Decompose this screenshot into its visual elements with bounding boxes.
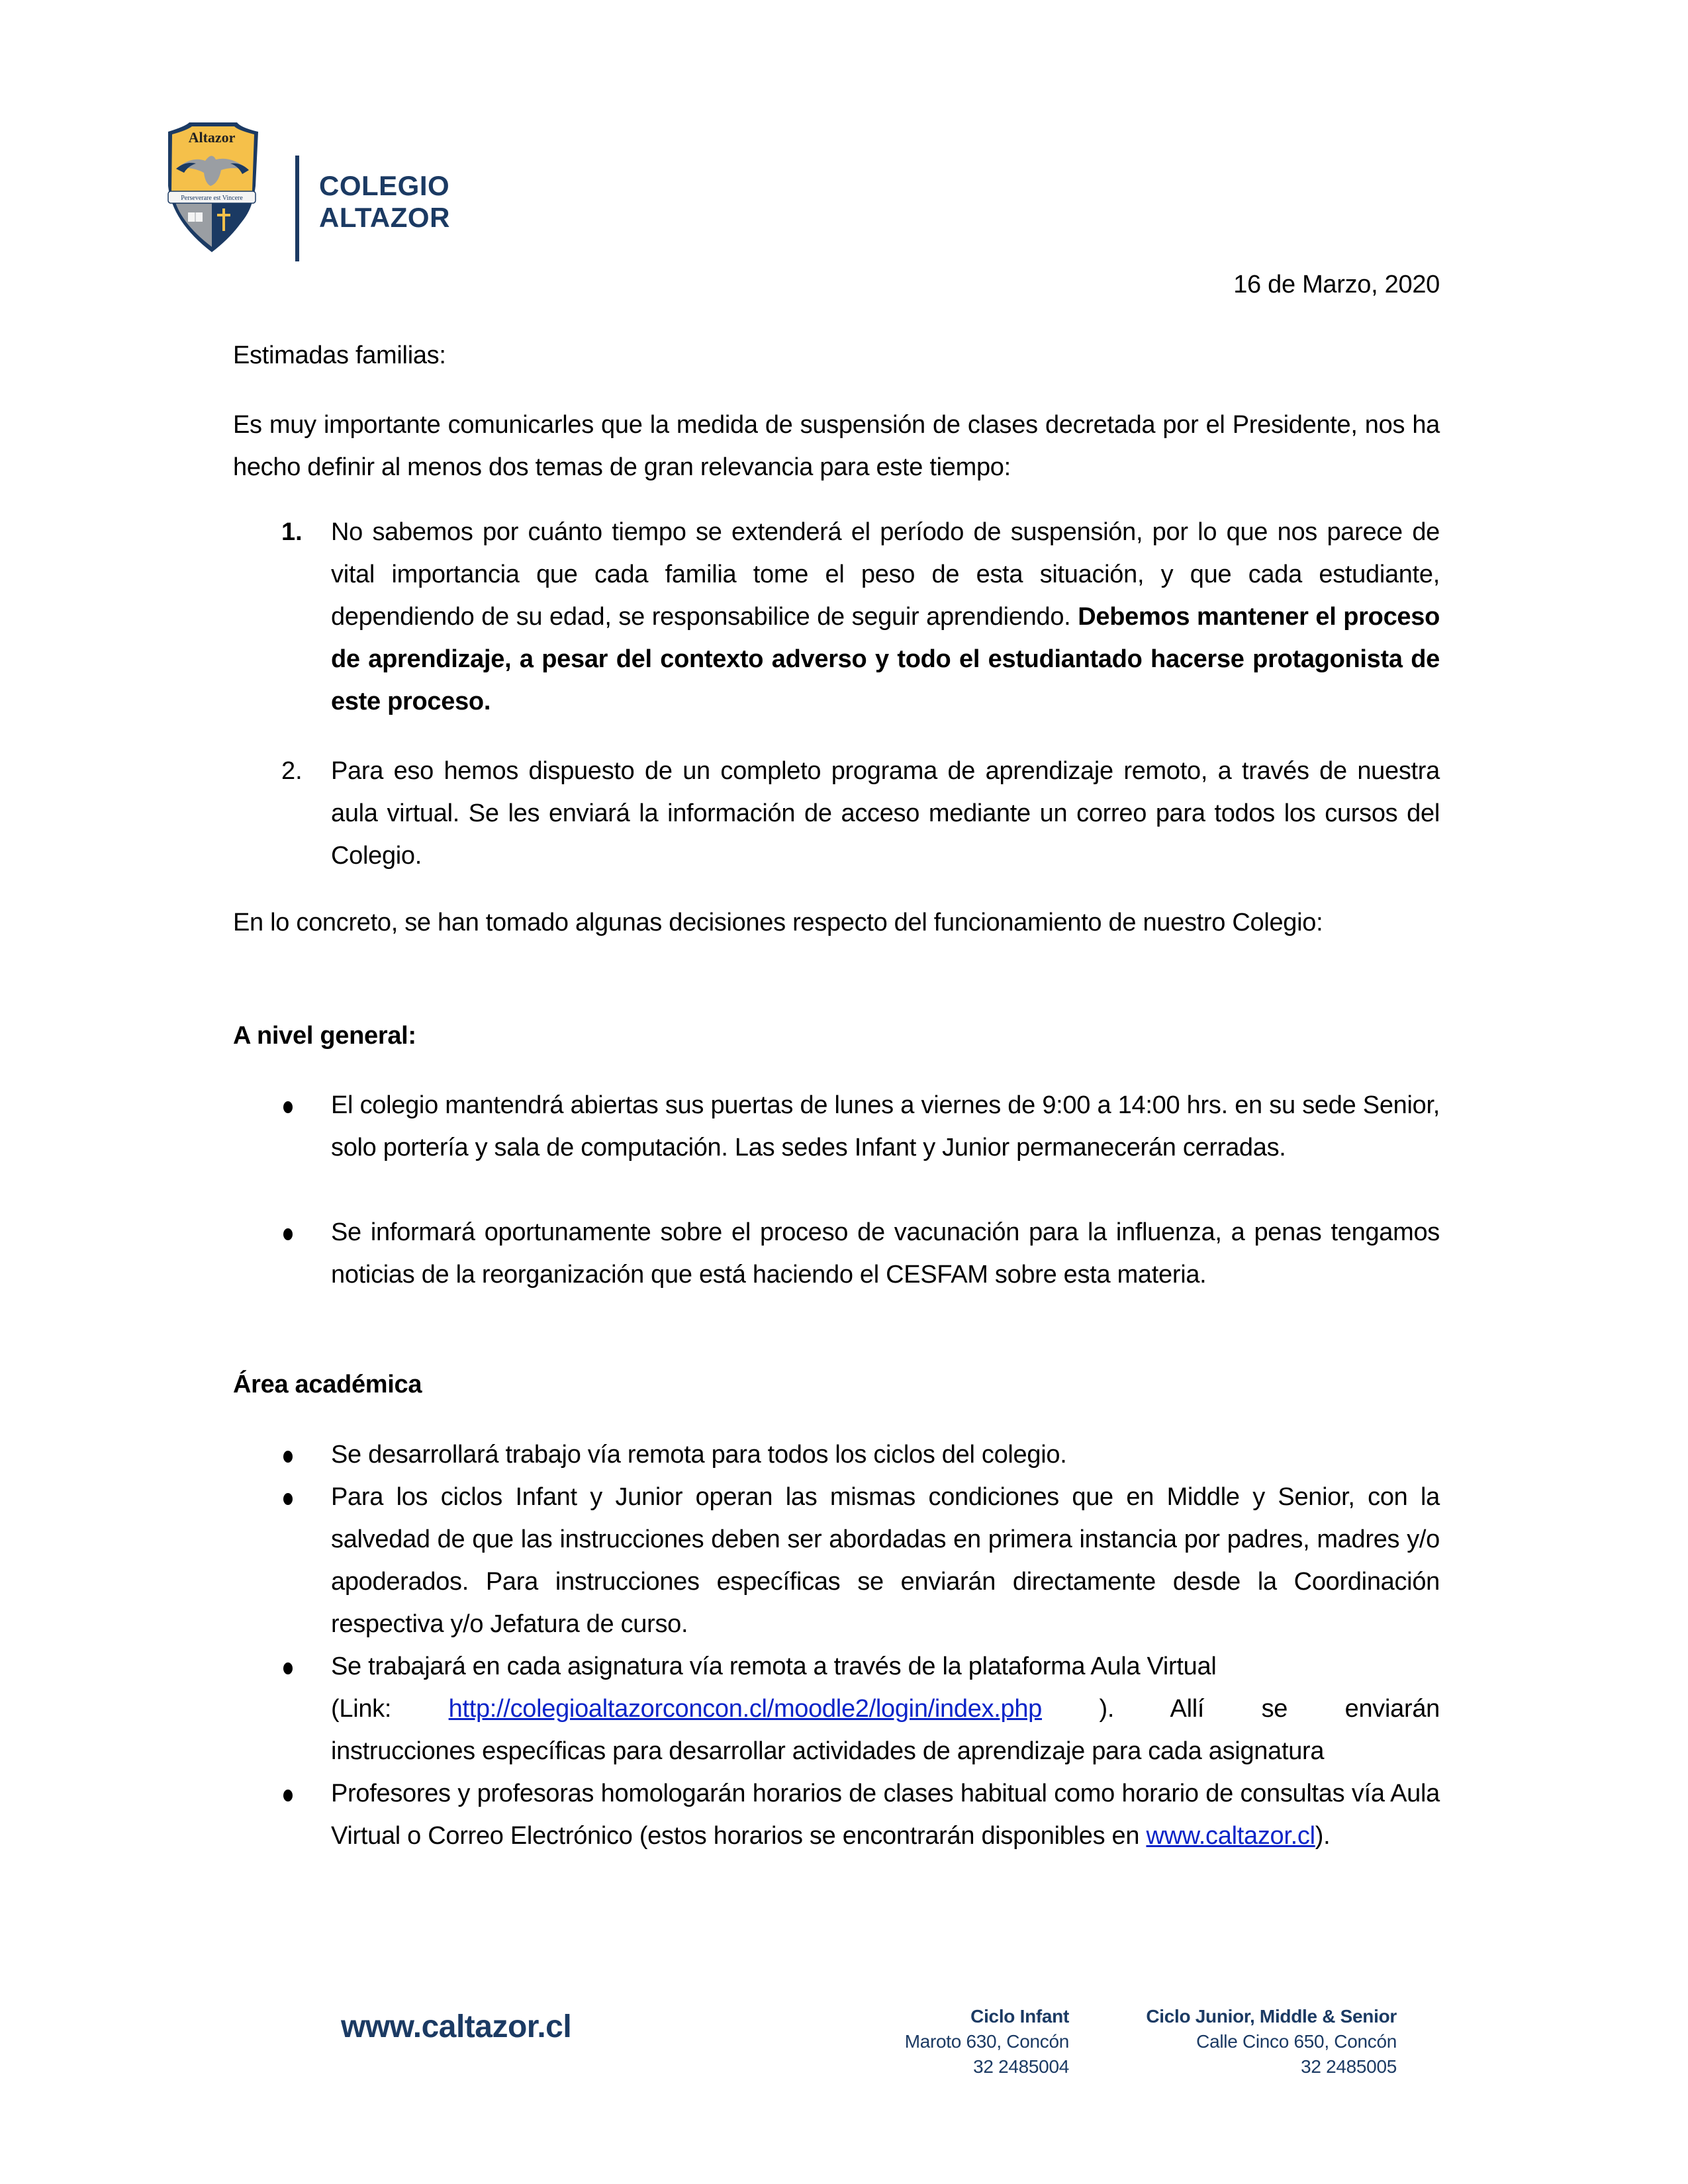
numbered-marker-1: 1. — [281, 518, 303, 546]
link-prefix: (Link: — [331, 1695, 449, 1723]
academic-item-2: Para los ciclos Infant y Junior operan las mismas condiciones que en Middle y Senior, con la salvedad de que las instrucciones deben ser abordadas en primera instancia por padres, madres y/o apoderados. Para instrucciones específicas se enviarán directamente desde la Coordinación respectiva y/o Jefatura de curso. — [331, 1483, 1440, 1638]
concrete-paragraph: En lo concreto, se han tomado algunas decisiones respecto del funcionamiento de nuestro Colegio: — [233, 909, 1323, 936]
campus-title: Ciclo Junior, Middle & Senior — [1146, 2006, 1397, 2026]
logo-wordmark — [319, 170, 450, 234]
bullet-icon — [283, 1228, 293, 1240]
academic-item-1: Se desarrollará trabajo vía remota para todos los ciclos del colegio. — [331, 1441, 1067, 1469]
bullet-icon — [283, 1790, 293, 1801]
numbered-item-2: Para eso hemos dispuesto de un completo programa de aprendizaje remoto, a través de nuestra aula virtual. Se les enviará la información de acceso mediante un correo para todos los cursos del Colegio. — [331, 757, 1440, 870]
general-item-1: El colegio mantendrá abiertas sus puertas de lunes a viernes de 9:00 a 14:00 hrs. en su sede Senior, solo portería y sala de computación. Las sedes Infant y Junior permanecerán cerradas. — [331, 1091, 1440, 1161]
numbered-item-1 — [331, 511, 1440, 723]
academic-item-3-line-1: Se trabajará en cada asignatura vía remota a través de la plataforma Aula Virtual — [331, 1653, 1217, 1680]
greeting: Estimadas familias: — [233, 341, 446, 369]
bullet-icon — [283, 1493, 293, 1505]
academic-item-3 — [331, 1645, 1440, 1772]
numbered-item-1-emphasis: Debemos mantener el proceso de aprendizaje, a pesar del contexto adverso y todo el estudiantado hacerse protagonista de este proceso. — [331, 603, 1440, 715]
school-logo — [159, 122, 450, 258]
bullet-icon — [283, 1451, 293, 1463]
svg-text:Perseverare est Vincere: Perseverare est Vincere — [181, 195, 243, 202]
campus-address: Calle Cinco 650, Concón — [1196, 2031, 1397, 2052]
website-link[interactable]: www.caltazor.cl — [1146, 1822, 1315, 1850]
aula-virtual-link[interactable]: http://colegioaltazorconcon.cl/moodle2/login/index.php — [448, 1695, 1043, 1723]
section-heading-general: A nivel general: — [233, 1022, 416, 1050]
intro-paragraph: Es muy importante comunicarles que la medida de suspensión de clases decretada por el Presidente, nos ha hecho definir al menos dos temas de gran relevancia para este tiempo: — [233, 411, 1440, 481]
footer-website[interactable]: www.caltazor.cl — [341, 2009, 572, 2044]
academic-item-4 — [331, 1772, 1440, 1857]
logo-divider — [295, 156, 299, 261]
logo-line-1: COLEGIO — [319, 170, 450, 201]
campus-phone: 32 2485005 — [1301, 2056, 1397, 2077]
svg-text:Altazor: Altazor — [188, 129, 236, 146]
campus-address: Maroto 630, Concón — [904, 2031, 1069, 2052]
campus-title: Ciclo Infant — [970, 2006, 1069, 2026]
academic-item-3-line-3: instrucciones específicas para desarrollar actividades de aprendizaje para cada asignatura — [331, 1737, 1325, 1765]
general-item-2: Se informará oportunamente sobre el proceso de vacunación para la influenza, a penas tengamos noticias de la reorganización que está haciendo el CESFAM sobre esta materia. — [331, 1218, 1440, 1289]
academic-item-3-line-2 — [331, 1688, 1440, 1730]
school-crest-icon — [159, 122, 265, 255]
bullet-icon — [283, 1662, 293, 1674]
section-heading-academic: Área académica — [233, 1371, 422, 1398]
letter-date: 16 de Marzo, 2020 — [1233, 271, 1440, 298]
academic-item-4-text: Profesores y profesoras homologarán horarios de clases habitual como horario de consultas vía Aula Virtual o Correo Electrónico (estos horarios se encontrarán disponibles en — [331, 1780, 1440, 1850]
link-suffix: ). Allí se enviarán — [1099, 1695, 1440, 1723]
bullet-icon — [283, 1101, 293, 1113]
logo-line-2: ALTAZOR — [319, 202, 450, 233]
footer-campus-infant — [834, 2004, 1069, 2079]
campus-phone: 32 2485004 — [973, 2056, 1069, 2077]
academic-item-4-suffix: ). — [1315, 1822, 1331, 1850]
numbered-item-1-text: No sabemos por cuánto tiempo se extenderá el período de suspensión, por lo que nos parece de vital importancia que cada familia tome el peso de esta situación, y que cada estudiante, dependiendo de su edad, se responsabilice de seguir aprendiendo. — [331, 518, 1440, 631]
numbered-marker-2: 2. — [281, 757, 303, 785]
footer-campus-senior — [1099, 2004, 1397, 2079]
